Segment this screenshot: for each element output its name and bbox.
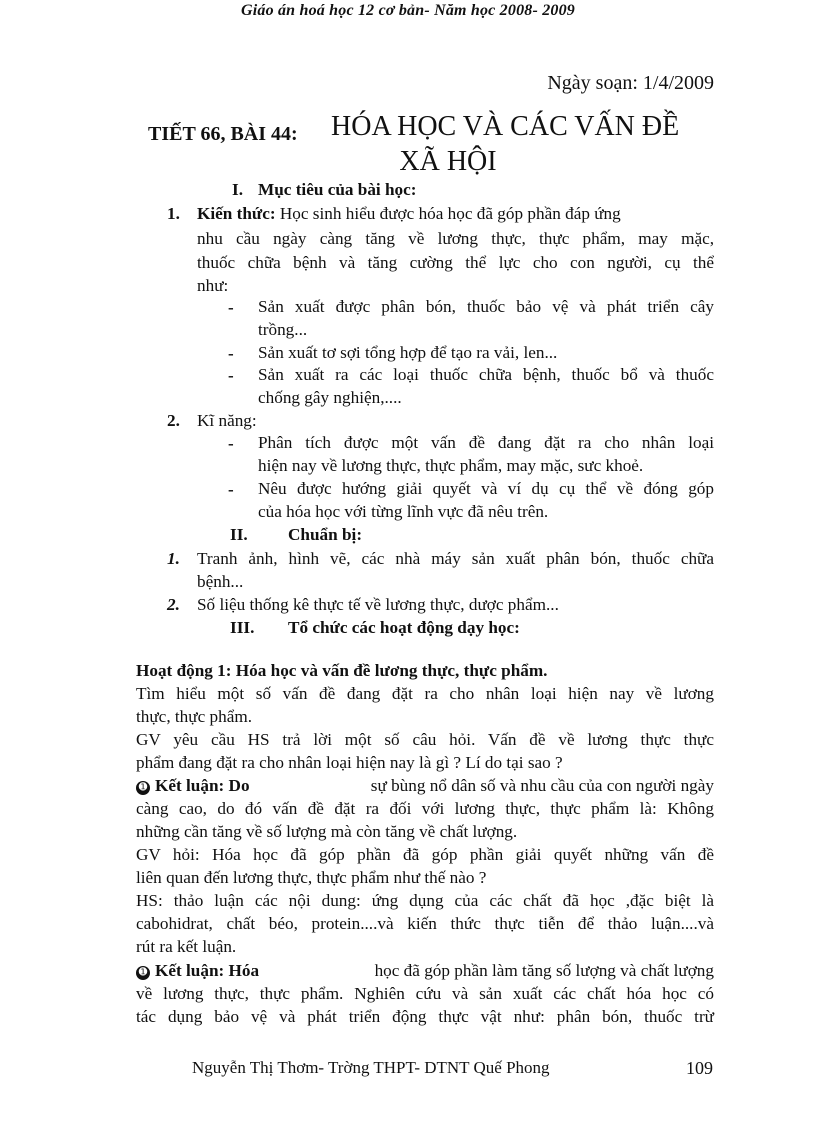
section-3-number: III. <box>230 618 255 637</box>
conclusion-2-line-2: về lương thực, thực phẩm. Nghiên cứu và sản xuất các chất hóa học có <box>136 984 714 1003</box>
bullet-5-line-1: Nêu được hướng giải quyết và ví dụ cụ thể về đóng góp <box>258 479 714 498</box>
conclusion-text: sự bùng nổ dân số và nhu cầu của con người ngày <box>370 776 714 795</box>
bullet-5-line-2: của hóa học với từng lĩnh vực đã nêu trên. <box>258 502 549 521</box>
conclusion-1-line-2: càng cao, do đó vấn đề đặt ra đối với lương thực, thực phẩm là: Không <box>136 799 714 818</box>
prep-item-2-number: 2. <box>167 595 180 614</box>
knowledge-line-2: nhu cầu ngày càng tăng về lương thực, thực phẩm, may mặc, <box>197 229 714 248</box>
item-1-number: 1. <box>167 204 180 223</box>
bullet-3-line-2: chống gây nghiện,.... <box>258 388 402 407</box>
conclusion-label: Kết luận: Hóa <box>155 961 260 980</box>
conclusion-marker-icon: ➊ <box>136 781 150 795</box>
knowledge-line-1 <box>197 204 621 224</box>
knowledge-label: Kiến thức: <box>197 204 276 223</box>
activity-para-1-line-1: Tìm hiểu một số vấn đề đang đặt ra cho nhân loại hiện nay về lương <box>136 684 714 703</box>
question-line-1: GV hỏi: Hóa học đã góp phần đã góp phần giải quyết những vấn đề <box>136 845 714 864</box>
item-2-number: 2. <box>167 411 180 430</box>
activity-para-2-line-1: GV yêu cầu HS trả lời một số câu hỏi. Vấn đề về lương thực thực <box>136 730 714 749</box>
bullet-3-line-1: Sản xuất ra các loại thuốc chữa bệnh, thuốc bổ và thuốc <box>258 365 714 384</box>
section-2-heading: Chuẩn bị: <box>288 525 363 544</box>
discussion-line-2: cabohidrat, chất béo, protein....và kiến thức thực tiễn để thảo luận....và <box>136 914 714 933</box>
knowledge-line-4: như: <box>197 276 229 295</box>
conclusion-label-group <box>136 776 250 796</box>
conclusion-label: Kết luận: Do <box>155 776 250 795</box>
preparation-date: Ngày soạn: 1/4/2009 <box>547 72 714 94</box>
knowledge-line-3: thuốc chữa bệnh và tăng cường thể lực cho con người, cụ thể <box>197 253 714 272</box>
conclusion-marker-icon: ➊ <box>136 966 150 980</box>
bullet-dash: - <box>228 434 234 453</box>
bullet-4-line-1: Phân tích được một vấn đề đang đặt ra cho nhân loại <box>258 433 714 452</box>
activity-1-title: Hoạt động 1: Hóa học và vấn đề lương thực, thực phẩm. <box>136 661 548 680</box>
bullet-4-line-2: hiện nay về lương thực, thực phẩm, may mặc, sưc khoẻ. <box>258 456 644 475</box>
discussion-line-3: rút ra kết luận. <box>136 937 237 956</box>
conclusion-1-line-1 <box>136 776 714 796</box>
knowledge-text: Học sinh hiểu được hóa học đã góp phần đáp ứng <box>279 204 621 223</box>
section-1-number: I. <box>232 180 243 199</box>
section-2-number: II. <box>230 525 248 544</box>
activity-para-2-line-2: phẩm đang đặt ra cho nhân loại hiện nay là gì ? Lí do tại sao ? <box>136 753 563 772</box>
conclusion-1-line-3: những cần tăng về số lượng mà còn tăng về chất lượng. <box>136 822 518 841</box>
bullet-1-line-1: Sản xuất được phân bón, thuốc bảo vệ và phát triển cây <box>258 297 714 316</box>
prep-item-1-number: 1. <box>167 549 180 568</box>
page-number: 109 <box>686 1058 713 1078</box>
skills-label: Kĩ năng: <box>197 411 257 430</box>
bullet-dash: - <box>228 480 234 499</box>
lesson-title-continued: XÃ HỘI <box>399 146 497 177</box>
bullet-1-line-2: trồng... <box>258 320 308 339</box>
question-line-2: liên quan đến lương thực, thực phẩm như thế nào ? <box>136 868 487 887</box>
prep-item-1-line-1: Tranh ảnh, hình vẽ, các nhà máy sản xuất phân bón, thuốc chữa <box>197 549 714 568</box>
prep-item-1-line-2: bệnh... <box>197 572 244 591</box>
conclusion-2-line-1 <box>136 961 714 981</box>
bullet-dash: - <box>228 298 234 317</box>
conclusion-text: học đã góp phần làm tăng số lượng và chất lượng <box>374 961 714 980</box>
conclusion-2-line-3: tác dụng bảo vệ và phát triển động thực vật như: phân bón, thuốc trừ <box>136 1007 714 1026</box>
lesson-number: TIẾT 66, BÀI 44: <box>148 123 298 145</box>
activity-para-1-line-2: thực, thực phẩm. <box>136 707 252 726</box>
conclusion-label-group <box>136 961 259 981</box>
bullet-dash: - <box>228 366 234 385</box>
prep-item-2-line-1: Số liệu thống kê thực tế về lương thực, dược phẩm... <box>197 595 559 614</box>
lesson-title: HÓA HỌC VÀ CÁC VẤN ĐỀ <box>331 111 680 142</box>
section-1-heading: Mục tiêu của bài học: <box>258 180 417 199</box>
discussion-line-1: HS: thảo luận các nội dung: ứng dụng của các chất đã học ,đặc biệt là <box>136 891 714 910</box>
page-footer: Nguyễn Thị Thơm- Trờng THPT- DTNT Quế Phong <box>192 1058 550 1077</box>
page-header: Giáo án hoá học 12 cơ bản- Năm học 2008- 2009 <box>240 2 576 19</box>
section-3-heading: Tổ chức các hoạt động dạy học: <box>288 618 520 637</box>
bullet-2-line-1: Sản xuất tơ sợi tổng hợp để tạo ra vải, len... <box>258 343 558 362</box>
bullet-dash: - <box>228 344 234 363</box>
